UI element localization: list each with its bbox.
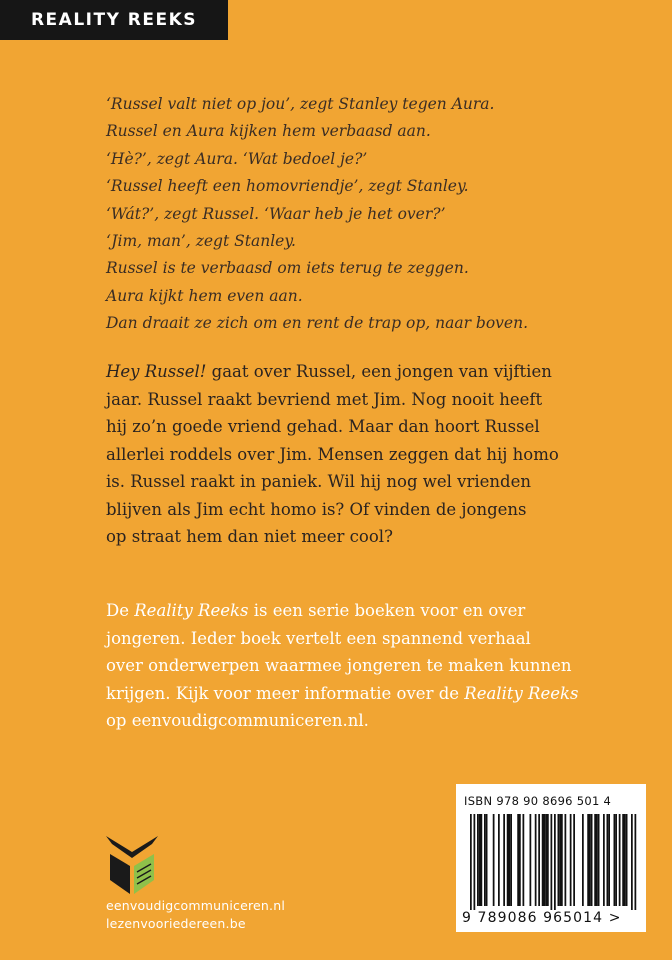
book-summary: [106, 358, 626, 551]
barcode-box: [456, 784, 646, 932]
barcode-bar: [503, 814, 505, 906]
series-info-line: [106, 680, 626, 708]
series-info-line: [106, 597, 626, 625]
summary-line: blijven als Jim echt homo is? Of vinden de jongens: [106, 499, 527, 519]
barcode-bar: [622, 814, 624, 906]
summary-line: jaar. Russel raakt bevriend met Jim. Nog nooit heeft: [106, 389, 543, 409]
isbn-label: ISBN 978 90 8696 501 4: [464, 794, 612, 808]
publisher-website-1: eenvoudigcommuniceren.nl: [106, 898, 286, 913]
series-info-text: De: [106, 601, 135, 620]
barcode-bar: [547, 814, 549, 906]
barcode-bar: [470, 814, 472, 910]
barcode-bar: [591, 814, 593, 906]
summary-line: is. Russel raakt in paniek. Wil hij nog wel vrienden: [106, 472, 531, 491]
series-info-line: over onderwerpen waarmee jongeren te maken kunnen: [106, 656, 572, 675]
barcode-bar: [559, 814, 561, 906]
barcode-bar: [631, 814, 633, 910]
barcode-bar: [608, 814, 610, 906]
barcode-bar: [614, 814, 616, 906]
barcode-digits: 9 789086 965014 >: [462, 910, 622, 926]
barcode-bar: [603, 814, 605, 906]
barcode-bar: [477, 814, 479, 906]
barcode-bar: [589, 814, 591, 906]
summary-line: hij zo’n goede vriend gehad. Maar dan hoort Russel: [106, 417, 540, 436]
publisher-website-2: lezenvooriedereen.be: [106, 916, 246, 931]
series-info-text: krijgen. Kijk voor meer informatie over de: [106, 683, 465, 703]
barcode-bar: [519, 814, 521, 906]
series-tag: REALITY REEKS: [0, 0, 228, 40]
excerpt-line: Russel en Aura kijken hem verbaasd aan.: [106, 122, 431, 141]
barcode-bar: [517, 814, 519, 906]
barcode-bar: [573, 814, 575, 906]
barcode-bar: [565, 814, 567, 906]
summary-line: allerlei roddels over Jim. Mensen zeggen dat hij homo: [106, 444, 559, 464]
excerpt-line: Dan draait ze zich om en rent de trap op, naar boven.: [106, 314, 528, 333]
barcode-bar: [545, 814, 547, 906]
barcode-bar: [561, 814, 563, 906]
barcode-bar: [635, 814, 637, 910]
barcode-bar: [493, 814, 495, 906]
book-title: Hey Russel!: [106, 362, 207, 381]
barcode-bar: [486, 814, 488, 906]
barcode-bar: [596, 814, 598, 906]
barcode-bar: [626, 814, 628, 906]
series-info-text: is een serie boeken voor en over: [248, 601, 526, 620]
excerpt: [106, 91, 626, 338]
barcode-bar: [510, 814, 512, 906]
summary-line: [106, 358, 626, 386]
barcode-bar: [582, 814, 584, 906]
barcode-bar: [554, 814, 556, 910]
barcode-bar: [509, 814, 511, 906]
barcode-bar: [523, 814, 525, 906]
excerpt-line: ‘Wát?’, zegt Russel. ‘Waar heb je het over?’: [106, 204, 446, 223]
barcode-bar: [570, 814, 572, 906]
excerpt-line: ‘Russel heeft een homovriendje’, zegt Stanley.: [106, 177, 469, 196]
series-info: [106, 597, 626, 735]
barcode-bar: [530, 814, 532, 906]
barcode-bar: [498, 814, 500, 906]
barcode-bar: [538, 814, 540, 906]
barcode-bar: [624, 814, 626, 906]
barcode-bar: [481, 814, 483, 906]
barcode-bar: [474, 814, 476, 910]
series-info-line: jongeren. Ieder boek vertelt een spannend verhaal: [106, 628, 531, 648]
barcode-bar: [551, 814, 553, 910]
barcode-bar: [544, 814, 546, 906]
barcode-bar: [542, 814, 544, 906]
excerpt-line: ‘Hè?’, zegt Aura. ‘Wat bedoel je?’: [106, 149, 368, 168]
barcode-bar: [535, 814, 537, 906]
barcode-bar: [615, 814, 617, 906]
excerpt-line: ‘Russel valt niet op jou’, zegt Stanley tegen Aura.: [106, 95, 495, 113]
summary-line: op straat hem dan niet meer cool?: [106, 527, 393, 546]
excerpt-line: Aura kijkt hem even aan.: [106, 286, 303, 305]
barcode-bar: [619, 814, 621, 906]
barcode-bar: [484, 814, 486, 906]
barcode-bar: [558, 814, 560, 906]
barcode-bar: [598, 814, 600, 906]
series-name: Reality Reeks: [464, 683, 579, 703]
barcode-bar: [587, 814, 589, 906]
barcode-bar: [594, 814, 596, 906]
barcode-bar: [607, 814, 609, 906]
barcode-bars: [462, 814, 640, 910]
excerpt-line: Russel is te verbaasd om iets terug te zeggen.: [106, 259, 469, 278]
summary-text: gaat over Russel, een jongen van vijftien: [206, 362, 552, 381]
publisher-logo-icon: [106, 836, 158, 896]
barcode-bar: [507, 814, 509, 906]
series-info-line: op eenvoudigcommuniceren.nl.: [106, 711, 369, 730]
barcode-bar: [479, 814, 481, 906]
series-name: Reality Reeks: [134, 601, 249, 620]
excerpt-line: ‘Jim, man’, zegt Stanley.: [106, 232, 296, 251]
